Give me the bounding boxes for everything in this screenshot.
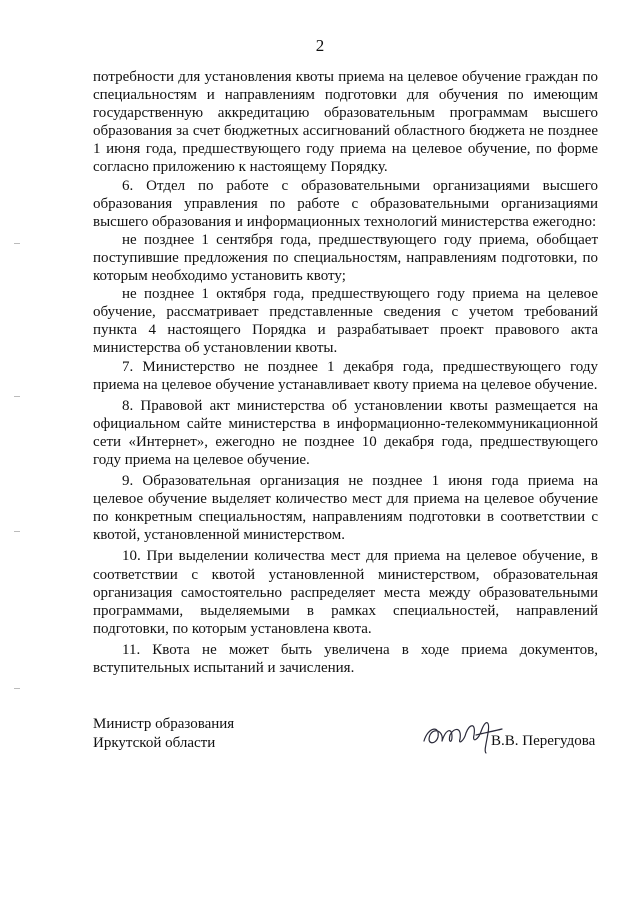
signature-block	[93, 715, 603, 775]
margin-mark	[14, 243, 20, 244]
paragraph: не позднее 1 сентября года, предшествующего году приема, обобщает поступившие предложения по специальностям, направлениям подготовки, по которым необходимо установить квоту;	[93, 231, 598, 285]
paragraph: 11. Квота не может быть увеличена в ходе приема документов, вступительных испытаний и зачисления.	[93, 641, 598, 676]
paragraph: потребности для установления квоты приема на целевое обучение граждан по специальностям и направлениям подготовки для обучения по имеющим государственную аккредитацию образовательным программам высшего образования за счет бюджетных ассигнований областного бюджета не позднее 1 июня года, предшествующего году приема на целевое обучение, по форме согласно приложению к настоящему Порядку.	[93, 69, 598, 176]
signatory-name: В.В. Перегудова	[491, 733, 596, 749]
signatory-position	[93, 715, 234, 753]
margin-mark	[14, 531, 20, 532]
paragraph: 10. При выделении количества мест для приема на целевое обучение, в соответствии с квотой установленной министерством, образовательная организация самостоятельно распределяет места между образовательными программами, выделяемыми в рамках специальностей, направлений подготовки, по которым установлена квота.	[93, 548, 598, 637]
signatory-position-line: Иркутской области	[93, 735, 216, 751]
signatory-position-line: Министр образования	[93, 716, 235, 732]
paragraph: 7. Министерство не позднее 1 декабря года, предшествующего году приема на целевое обучение устанавливает квоту приема на целевое обучение.	[93, 358, 598, 393]
paragraph: 6. Отдел по работе с образовательными организациями высшего образования управления по работе с образовательными организациями высшего образования и информационных технологий министерства ежегодно:	[93, 177, 598, 230]
margin-mark	[14, 396, 20, 397]
paragraph: не позднее 1 октября года, предшествующего году приема на целевое обучение, рассматривает представленные сведения с учетом требований пункта 4 настоящего Порядка и разрабатывает проект правового акта министерства об установлении квоты.	[93, 286, 598, 357]
paragraph: 8. Правовой акт министерства об установлении квоты размещается на официальном сайте министерства в информационно-телекоммуникационной сети «Интернет», ежегодно не позднее 10 декабря года, предшествующего году приема на целевое обучение.	[93, 397, 598, 468]
paragraph: 9. Образовательная организация не позднее 1 июня года приема на целевое обучение выделяет количество мест для приема на целевое обучение по конкретным специальностям, направлениям подготовки в соответствии с квотой, установленной министерством.	[93, 473, 598, 544]
document-body	[93, 68, 598, 677]
margin-mark	[14, 688, 20, 689]
page-number: 2	[315, 36, 325, 55]
